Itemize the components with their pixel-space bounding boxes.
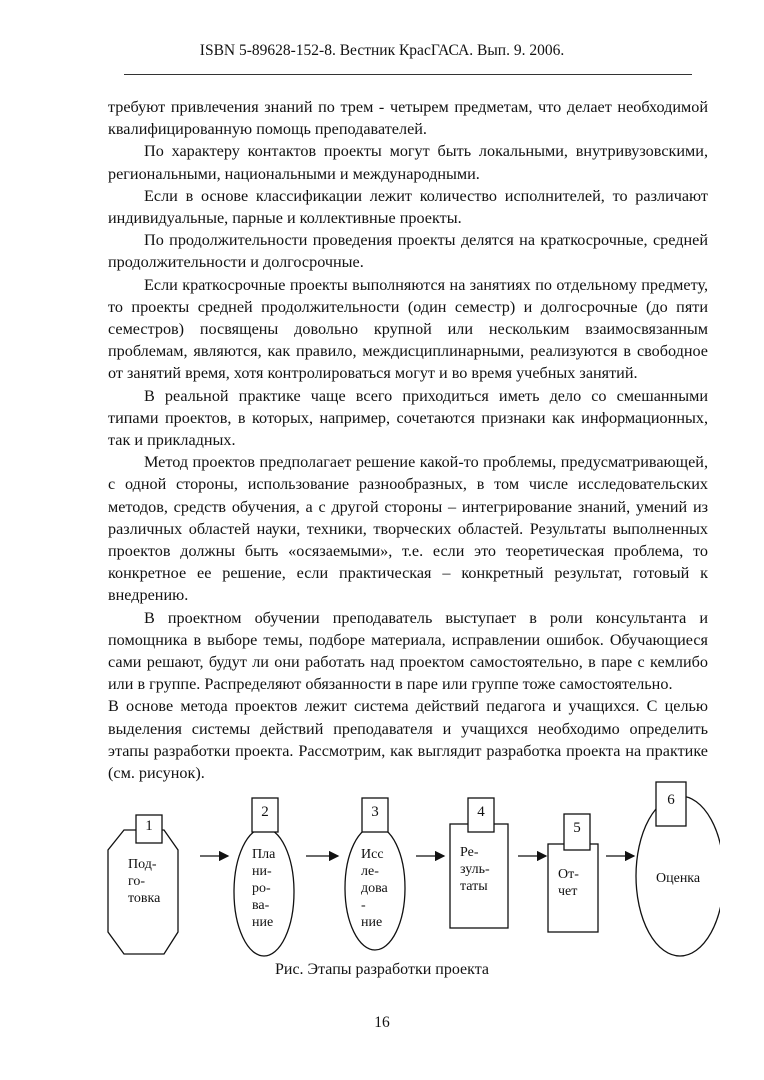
body-text: [108, 96, 708, 784]
stage-5-label: От- чет: [558, 867, 579, 899]
stage-1-number: 1: [145, 818, 153, 834]
paragraph-5: Если краткосрочные проекты выполняются на занятиях по отдельному предмету, то проекты средней продолжительности (один семестр) и долгосрочные (до пяти семестров) посвящены довольно крупной или нескольким взаимосвязанным проблемам, являются, как правило, междисциплинарными, реализуются в свободное от занятий время, хотя контролироваться могут и во время учебных занятий.: [108, 275, 708, 383]
figure-caption: Рис. Этапы разработки проекта: [274, 961, 489, 978]
paragraph-4: По продолжительности проведения проекты делятся на краткосрочные, средней продолжительности и долгосрочные.: [108, 231, 708, 272]
project-stages-diagram: [100, 778, 720, 970]
stage-3-label: Исс ле- дова - ние: [361, 847, 388, 930]
stage-4-label: Ре- зуль- таты: [460, 845, 490, 894]
paragraph-3: Если в основе классификации лежит количество исполнителей, то различают индивидуальные, парные и коллективные проекты.: [108, 186, 708, 228]
diagram-shapes: [100, 778, 720, 970]
paragraph-7: Метод проектов предполагает решение какой-то проблемы, предусматривающей, с одной стороны, использование разнообразных, в том числе исследовательских методов, средств обучения, а с другой стороны – интегрирование знаний, умений из различных областей науки, техники, творческих областей. Результаты выполненных проектов должны быть «осязаемыми», т.е. если это теоретическая проблема, то конкретное ее решение, если практическая – конкретный результат, готовый к внедрению.: [108, 453, 708, 605]
stage-6-number: 6: [667, 792, 675, 808]
stage-5-number: 5: [573, 820, 581, 836]
paragraph-8: В проектном обучении преподаватель выступает в роли консультанта и помощника в выборе темы, подборе материала, исправлении ошибок. Обучающиеся сами решают, будут ли они работать над проектом самостоятельно, в паре с кемлибо или в группе. Распределяют обязанности в паре или группе тоже самостоятельно.: [108, 608, 708, 694]
stage-6-label: Оценка: [656, 871, 701, 886]
page-number: 16: [374, 1014, 390, 1031]
running-head: ISBN 5-89628-152-8. Вестник КрасГАСА. Вып. 9. 2006.: [199, 42, 565, 59]
paragraph-9: В основе метода проектов лежит система действий педагога и учащихся. С целью выделения системы действий преподавателя и учащихся необходимо определить этапы разработки проекта. Рассмотрим, как выглядит разработка проекта на практике (см. рисунок).: [108, 697, 708, 783]
paragraph-2: По характеру контактов проекты могут быть локальными, внутривузовскими, региональными, национальными и международными.: [108, 142, 708, 183]
paragraph-6: В реальной практике чаще всего приходиться иметь дело со смешанными типами проектов, в которых, например, сочетаются признаки как информационных, так и прикладных.: [108, 386, 708, 450]
stage-2-number: 2: [261, 804, 269, 820]
stage-4-number: 4: [477, 804, 485, 820]
paragraph-1: требуют привлечения знаний по трем - четырем предметам, что делает необходимой квалифицированную помощь преподавателей.: [108, 98, 708, 139]
stage-1-label: Под- го- товка: [128, 857, 161, 906]
stage-2-label: Пла ни- ро- ва- ние: [252, 847, 276, 930]
header-rule: [124, 74, 692, 75]
stage-3-number: 3: [371, 804, 379, 820]
